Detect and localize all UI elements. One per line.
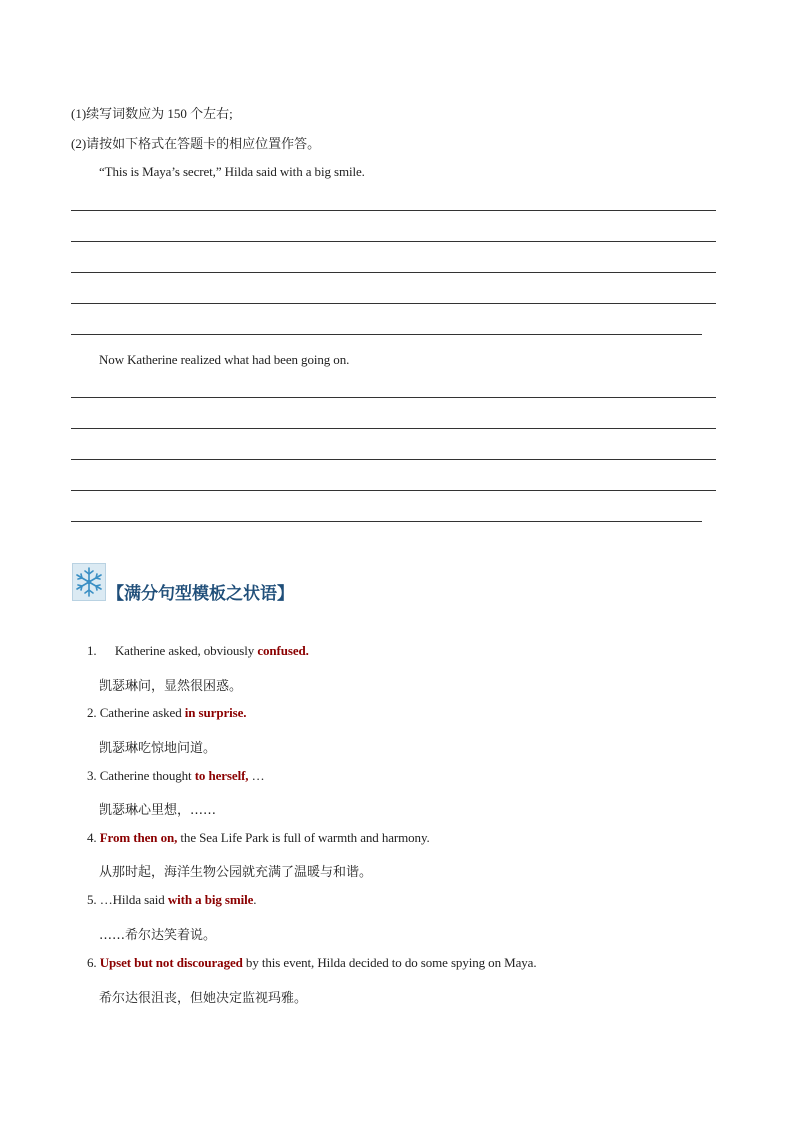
example-text-after: by this event, Hilda decided to do some spying on Maya.: [242, 955, 537, 970]
answer-line: [71, 428, 716, 429]
snowflake-icon: [72, 563, 106, 601]
example-1: [87, 643, 309, 659]
answer-line: [71, 397, 716, 398]
example-2: [87, 705, 246, 721]
example-3-translation: 凯瑟琳心里想，……: [99, 803, 217, 818]
example-number: 2.: [87, 705, 97, 720]
example-6-translation: 希尔达很沮丧，但她决定监视玛雅。: [99, 991, 308, 1006]
example-text: Katherine asked, obviously: [114, 643, 258, 658]
example-keyword: From then on,: [99, 830, 178, 845]
example-5: [87, 892, 256, 908]
example-4: [87, 830, 430, 846]
example-number: 4.: [87, 830, 97, 845]
answer-line: [71, 490, 716, 491]
example-text-after: …: [248, 768, 265, 783]
instruction-format: (2)请按如下格式在答题卡的相应位置作答。: [71, 136, 321, 151]
example-number: 5.: [87, 892, 97, 907]
example-2-translation: 凯瑟琳吃惊地问道。: [99, 741, 217, 756]
example-3: [87, 768, 265, 784]
example-keyword: confused.: [257, 643, 309, 658]
example-keyword: in surprise.: [184, 705, 247, 720]
answer-line: [71, 210, 716, 211]
answer-line: [71, 303, 716, 304]
example-1-translation: 凯瑟琳问，显然很困惑。: [99, 679, 243, 694]
example-text: Catherine asked: [99, 705, 185, 720]
example-6: [87, 955, 536, 971]
example-text: Catherine thought: [99, 768, 195, 783]
paragraph-2-opening: Now Katherine realized what had been going on.: [99, 352, 350, 367]
answer-line: [71, 459, 716, 460]
example-keyword: with a big smile: [167, 892, 254, 907]
example-number: 1.: [87, 643, 97, 658]
example-text-after: the Sea Life Park is full of warmth and harmony.: [177, 830, 430, 845]
example-number: 6.: [87, 955, 97, 970]
answer-line: [71, 272, 716, 273]
example-keyword: to herself,: [194, 768, 249, 783]
example-keyword: Upset but not discouraged: [99, 955, 243, 970]
answer-line: [71, 521, 702, 522]
section-title: 【满分句型模板之状语】: [107, 584, 294, 604]
example-text: …Hilda said: [99, 892, 168, 907]
answer-line: [71, 241, 716, 242]
paragraph-1-opening: “This is Maya’s secret,” Hilda said with a big smile.: [99, 164, 365, 179]
answer-line: [71, 334, 702, 335]
example-number: 3.: [87, 768, 97, 783]
example-5-translation: ……希尔达笑着说。: [99, 928, 217, 943]
example-text-after: .: [253, 892, 257, 907]
example-4-translation: 从那时起，海洋生物公园就充满了温暖与和谐。: [99, 865, 373, 880]
instruction-word-count: (1)续写词数应为 150 个左右;: [71, 106, 233, 121]
